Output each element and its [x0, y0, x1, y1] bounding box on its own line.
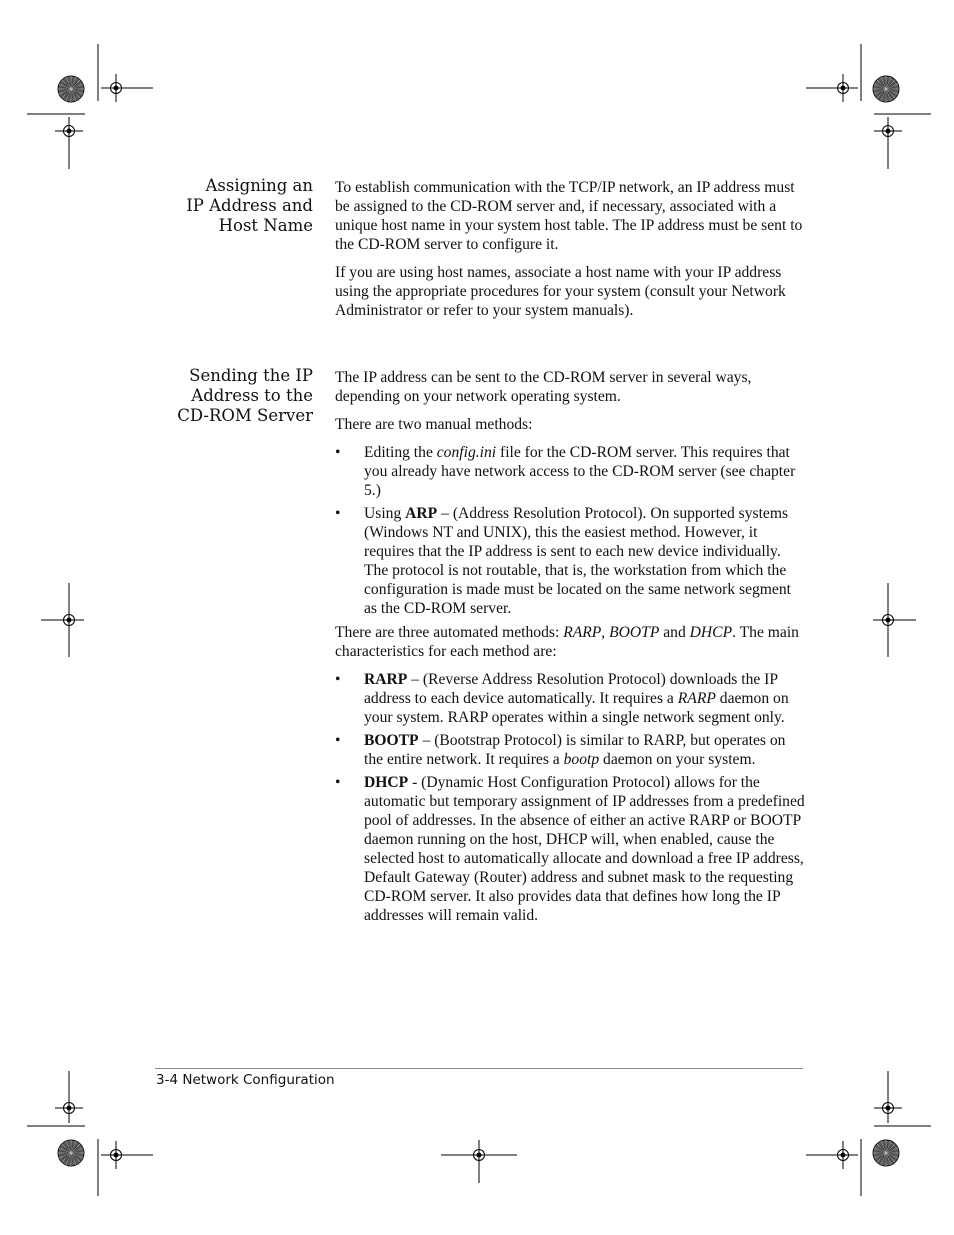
item-text: daemon on your system. RARP operates within a single network segment only.: [364, 690, 789, 726]
term: RARP: [364, 671, 408, 688]
heading-line: Address to the: [191, 386, 313, 405]
bullet-icon: •: [335, 671, 341, 688]
item-text: – (Reverse Address Resolution Protocol) downloads the IP address to each device automatically. It requires a: [364, 671, 778, 707]
section-heading-assigning-ip: [143, 176, 313, 236]
heading-line: Host Name: [218, 216, 313, 235]
list-item: [335, 443, 805, 500]
bullet-icon: •: [335, 732, 341, 749]
bullet-icon: •: [335, 774, 341, 791]
paragraph: There are two manual methods:: [335, 416, 533, 433]
paragraph: To establish communication with the TCP/IP network, an IP address must be assigned to the CD-ROM server and, if necessary, associated with a unique host name in your system host table. The IP address must be sent to the CD-ROM server to configure it.: [335, 179, 803, 253]
term: ARP: [405, 505, 438, 522]
section-body-sending-ip: [335, 368, 805, 929]
daemon-name: bootp: [563, 751, 600, 768]
item-text: – (Address Resolution Protocol). On supported systems (Windows NT and UNIX), this the easiest method. However, it requires that the IP address is sent to each new device individually. The protocol is not routable, that is, the workstation from which the configuration is made must be located on the same network segment as the CD-ROM server.: [364, 505, 791, 617]
automated-methods-list: [335, 670, 805, 925]
item-text: Using: [364, 505, 406, 522]
text-run: ,: [601, 624, 610, 641]
trim-mark-top-right: [861, 44, 931, 114]
filename: config.ini: [436, 444, 497, 461]
daemon-name: RARP: [677, 690, 716, 707]
manual-methods-list: [335, 443, 805, 618]
section-heading-sending-ip: [143, 366, 313, 426]
item-text: daemon on your system.: [599, 751, 756, 768]
registration-rosette-icon: [58, 1140, 84, 1166]
item-text: – (Bootstrap Protocol) is similar to RARP, but operates on the entire network. It requires a: [364, 732, 786, 768]
method-name: RARP: [563, 624, 602, 641]
paragraph: If you are using host names, associate a host name with your IP address using the appropriate procedures for your system (consult your Network Administrator or refer to your system manuals).: [335, 264, 786, 319]
item-text: file for the CD-ROM server. This requires that you already have network access to the CD-ROM server (see chapter 5.): [364, 444, 796, 499]
list-item: [335, 504, 805, 618]
bullet-icon: •: [335, 444, 341, 461]
heading-line: IP Address and: [186, 196, 313, 215]
list-item: [335, 670, 805, 727]
paragraph: [335, 623, 805, 661]
item-text: Editing the: [364, 444, 437, 461]
heading-line: Assigning an: [205, 176, 313, 195]
text-run: and: [659, 624, 690, 641]
list-item: [335, 773, 805, 925]
list-item: [335, 731, 805, 769]
item-text: - (Dynamic Host Configuration Protocol) allows for the automatic but temporary assignment of IP addresses from a predefined pool of addresses. In the absence of either an active RARP or BOOTP daemon running on the host, DHCP will, when enabled, cause the selected host to automatically allocate and download a free IP address, Default Gateway (Router) address and subnet mask to the requesting CD-ROM server. It also provides data that defines how long the IP addresses will remain valid.: [364, 774, 805, 924]
method-name: DHCP: [689, 624, 733, 641]
registration-rosette-icon: [873, 76, 899, 102]
page-footer: 3-4 Network Configuration: [156, 1072, 335, 1088]
text-run: . The main characteristics for each method are:: [335, 624, 799, 660]
registration-rosette-icon: [873, 1140, 899, 1166]
bullet-icon: •: [335, 505, 341, 522]
method-name: BOOTP: [609, 624, 660, 641]
heading-line: Sending the IP: [189, 366, 313, 385]
term: DHCP: [364, 774, 409, 791]
term: BOOTP: [364, 732, 419, 749]
heading-line: CD-ROM Server: [177, 406, 313, 425]
footer-rule: [155, 1068, 803, 1069]
section-body-assigning-ip: [335, 178, 805, 329]
paragraph: The IP address can be sent to the CD-ROM server in several ways, depending on your network operating system.: [335, 369, 752, 405]
text-run: There are three automated methods:: [335, 624, 564, 641]
registration-rosette-icon: [58, 76, 84, 102]
